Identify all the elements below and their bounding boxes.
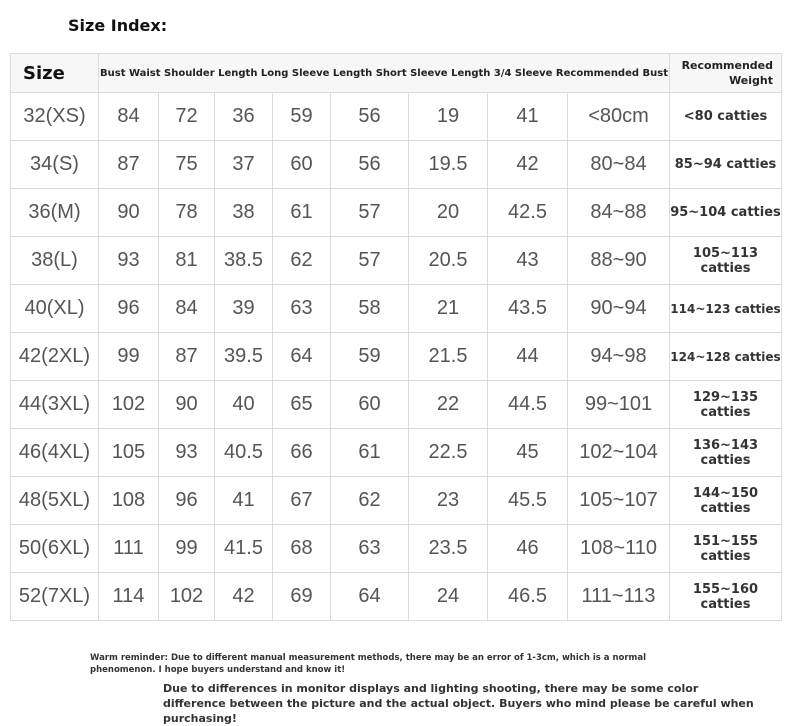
long-sleeve-cell: 56 [331, 141, 409, 189]
length-cell: 63 [273, 285, 331, 333]
waist-cell: 93 [159, 429, 215, 477]
shoulder-cell: 40 [215, 381, 273, 429]
short-sleeve-cell: 19.5 [409, 141, 488, 189]
three-quarter-sleeve-cell: 45.5 [488, 477, 568, 525]
size-cell: 44(3XL) [11, 381, 99, 429]
recommended-bust-cell: <80cm [568, 93, 670, 141]
short-sleeve-cell: 23 [409, 477, 488, 525]
table-row [11, 525, 782, 573]
waist-cell: 99 [159, 525, 215, 573]
size-column-header: Size [11, 54, 99, 93]
long-sleeve-cell: 56 [331, 93, 409, 141]
length-cell: 67 [273, 477, 331, 525]
size-cell: 50(6XL) [11, 525, 99, 573]
weight-cell: 105~113 catties [670, 237, 782, 285]
bust-cell: 108 [99, 477, 159, 525]
long-sleeve-cell: 57 [331, 237, 409, 285]
short-sleeve-cell: 23.5 [409, 525, 488, 573]
color-difference-note: Due to differences in monitor displays and lighting shooting, there may be some color difference between the picture and the actual object. Buyers who mind please be careful when purchasing! [163, 682, 754, 725]
bust-cell: 96 [99, 285, 159, 333]
table-body [11, 93, 782, 621]
recommended-bust-cell: 105~107 [568, 477, 670, 525]
length-cell: 62 [273, 237, 331, 285]
three-quarter-sleeve-cell: 44 [488, 333, 568, 381]
three-quarter-sleeve-cell: 46.5 [488, 573, 568, 621]
page-title: Size Index: [68, 16, 168, 35]
three-quarter-sleeve-cell: 43.5 [488, 285, 568, 333]
weight-cell: 144~150 catties [670, 477, 782, 525]
short-sleeve-cell: 20 [409, 189, 488, 237]
size-cell: 32(XS) [11, 93, 99, 141]
shoulder-cell: 36 [215, 93, 273, 141]
long-sleeve-cell: 64 [331, 573, 409, 621]
weight-cell: 136~143 catties [670, 429, 782, 477]
shoulder-cell: 37 [215, 141, 273, 189]
waist-cell: 96 [159, 477, 215, 525]
table-row [11, 93, 782, 141]
recommended-bust-cell: 84~88 [568, 189, 670, 237]
bust-cell: 99 [99, 333, 159, 381]
length-cell: 59 [273, 93, 331, 141]
length-cell: 68 [273, 525, 331, 573]
bust-cell: 93 [99, 237, 159, 285]
bust-cell: 84 [99, 93, 159, 141]
bust-cell: 102 [99, 381, 159, 429]
length-cell: 65 [273, 381, 331, 429]
recommended-bust-cell: 99~101 [568, 381, 670, 429]
three-quarter-sleeve-cell: 45 [488, 429, 568, 477]
measurement-column-headers [99, 54, 670, 93]
shoulder-cell: 38 [215, 189, 273, 237]
shoulder-cell: 41 [215, 477, 273, 525]
weight-cell: 114~123 catties [670, 285, 782, 333]
recommended-weight-header: Recommended Weight [670, 54, 782, 93]
short-sleeve-cell: 22 [409, 381, 488, 429]
size-cell: 34(S) [11, 141, 99, 189]
size-cell: 52(7XL) [11, 573, 99, 621]
table-row [11, 381, 782, 429]
bust-cell: 105 [99, 429, 159, 477]
length-cell: 61 [273, 189, 331, 237]
shoulder-cell: 40.5 [215, 429, 273, 477]
table-row [11, 237, 782, 285]
three-quarter-sleeve-cell: 44.5 [488, 381, 568, 429]
short-sleeve-cell: 24 [409, 573, 488, 621]
bust-cell: 111 [99, 525, 159, 573]
table-row [11, 189, 782, 237]
waist-cell: 78 [159, 189, 215, 237]
weight-cell: 155~160 catties [670, 573, 782, 621]
recommended-bust-cell: 102~104 [568, 429, 670, 477]
bust-cell: 90 [99, 189, 159, 237]
weight-cell: 95~104 catties [670, 189, 782, 237]
three-quarter-sleeve-cell: 43 [488, 237, 568, 285]
waist-cell: 87 [159, 333, 215, 381]
three-quarter-sleeve-cell: 42 [488, 141, 568, 189]
length-cell: 60 [273, 141, 331, 189]
table-row [11, 429, 782, 477]
recommended-bust-cell: 80~84 [568, 141, 670, 189]
size-cell: 48(5XL) [11, 477, 99, 525]
recommended-bust-cell: 111~113 [568, 573, 670, 621]
length-cell: 64 [273, 333, 331, 381]
bust-cell: 114 [99, 573, 159, 621]
table-header-row [11, 54, 782, 93]
waist-cell: 84 [159, 285, 215, 333]
measurement-headers-text: Bust Waist Shoulder Length Long Sleeve Length Short Sleeve Length 3/4 Sleeve Recommended Bust [100, 67, 668, 79]
size-cell: 38(L) [11, 237, 99, 285]
table-row [11, 333, 782, 381]
size-table [10, 53, 782, 621]
waist-cell: 75 [159, 141, 215, 189]
warm-reminder-note: Warm reminder: Due to different manual measurement methods, there may be an error of 1-3cm, which is a normal phenomenon. I hope buyers understand and know it! [90, 653, 647, 675]
shoulder-cell: 39 [215, 285, 273, 333]
recommended-bust-cell: 90~94 [568, 285, 670, 333]
bust-cell: 87 [99, 141, 159, 189]
long-sleeve-cell: 57 [331, 189, 409, 237]
table-row [11, 141, 782, 189]
weight-cell: 129~135 catties [670, 381, 782, 429]
weight-cell: <80 catties [670, 93, 782, 141]
table-row [11, 285, 782, 333]
waist-cell: 72 [159, 93, 215, 141]
long-sleeve-cell: 58 [331, 285, 409, 333]
shoulder-cell: 42 [215, 573, 273, 621]
long-sleeve-cell: 63 [331, 525, 409, 573]
table-row [11, 573, 782, 621]
recommended-bust-cell: 94~98 [568, 333, 670, 381]
length-cell: 66 [273, 429, 331, 477]
long-sleeve-cell: 62 [331, 477, 409, 525]
shoulder-cell: 38.5 [215, 237, 273, 285]
long-sleeve-cell: 61 [331, 429, 409, 477]
weight-cell: 85~94 catties [670, 141, 782, 189]
size-cell: 46(4XL) [11, 429, 99, 477]
recommended-bust-cell: 108~110 [568, 525, 670, 573]
recommended-bust-cell: 88~90 [568, 237, 670, 285]
long-sleeve-cell: 60 [331, 381, 409, 429]
long-sleeve-cell: 59 [331, 333, 409, 381]
short-sleeve-cell: 21.5 [409, 333, 488, 381]
three-quarter-sleeve-cell: 41 [488, 93, 568, 141]
waist-cell: 81 [159, 237, 215, 285]
short-sleeve-cell: 19 [409, 93, 488, 141]
three-quarter-sleeve-cell: 42.5 [488, 189, 568, 237]
weight-cell: 124~128 catties [670, 333, 782, 381]
weight-cell: 151~155 catties [670, 525, 782, 573]
size-cell: 36(M) [11, 189, 99, 237]
shoulder-cell: 39.5 [215, 333, 273, 381]
three-quarter-sleeve-cell: 46 [488, 525, 568, 573]
size-cell: 42(2XL) [11, 333, 99, 381]
shoulder-cell: 41.5 [215, 525, 273, 573]
waist-cell: 90 [159, 381, 215, 429]
short-sleeve-cell: 20.5 [409, 237, 488, 285]
size-cell: 40(XL) [11, 285, 99, 333]
length-cell: 69 [273, 573, 331, 621]
short-sleeve-cell: 22.5 [409, 429, 488, 477]
table-row [11, 477, 782, 525]
waist-cell: 102 [159, 573, 215, 621]
short-sleeve-cell: 21 [409, 285, 488, 333]
